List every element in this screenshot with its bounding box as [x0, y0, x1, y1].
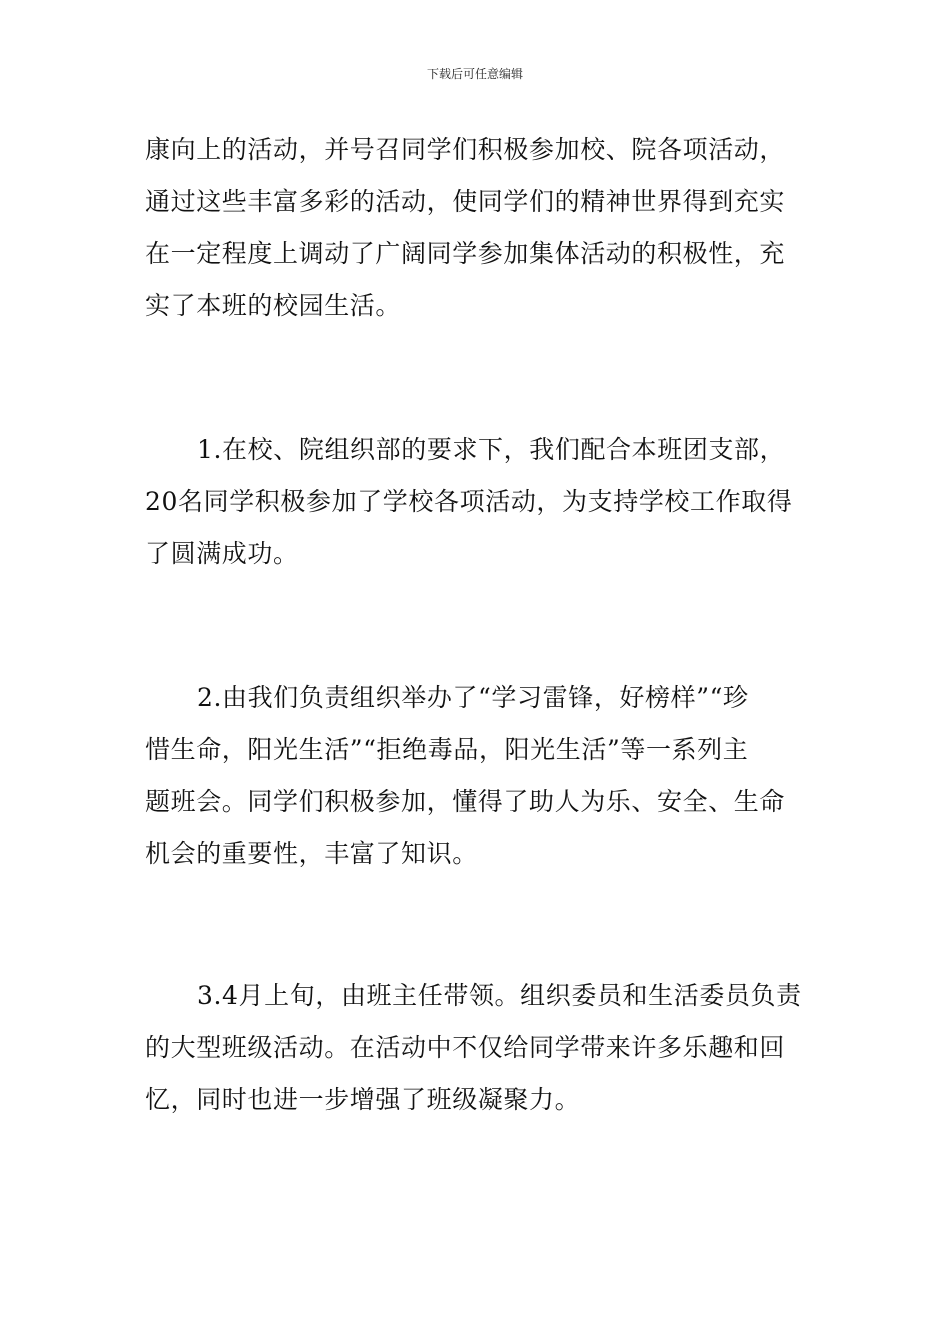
paragraph-intro-continuation	[145, 124, 810, 332]
paragraph-item-2	[145, 672, 810, 880]
paragraph-line: 实了本班的校园生活。	[145, 291, 402, 320]
paragraph-line: 忆，同时也进一步增强了班级凝聚力。	[145, 1085, 581, 1114]
paragraph-item-1	[145, 424, 810, 580]
paragraph-item-3	[145, 970, 810, 1126]
paragraph-line: 2.由我们负责组织举办了“学习雷锋，好榜样”“珍	[197, 683, 749, 712]
paragraph-line: 了圆满成功。	[145, 539, 299, 568]
paragraph-line: 康向上的活动，并号召同学们积极参加校、院各项活动，	[145, 135, 786, 164]
paragraph-line: 惜生命，阳光生活”“拒绝毒品，阳光生活”等一系列主	[145, 735, 749, 764]
header-note: 下载后可任意编辑	[426, 67, 523, 81]
paragraph-line: 1.在校、院组织部的要求下，我们配合本班团支部，	[197, 435, 786, 464]
paragraph-line: 机会的重要性，丰富了知识。	[145, 839, 478, 868]
paragraph-line: 题班会。同学们积极参加，懂得了助人为乐、安全、生命	[145, 787, 786, 816]
paragraph-line: 的大型班级活动。在活动中不仅给同学带来许多乐趣和回	[145, 1033, 786, 1062]
paragraph-line: 在一定程度上调动了广阔同学参加集体活动的积极性，充	[145, 239, 786, 268]
paragraph-line: 3.4月上旬，由班主任带领。组织委员和生活委员负责	[197, 981, 802, 1010]
paragraph-line: 20名同学积极参加了学校各项活动，为支持学校工作取得	[145, 487, 793, 516]
paragraph-line: 通过这些丰富多彩的活动，使同学们的精神世界得到充实	[145, 187, 786, 216]
